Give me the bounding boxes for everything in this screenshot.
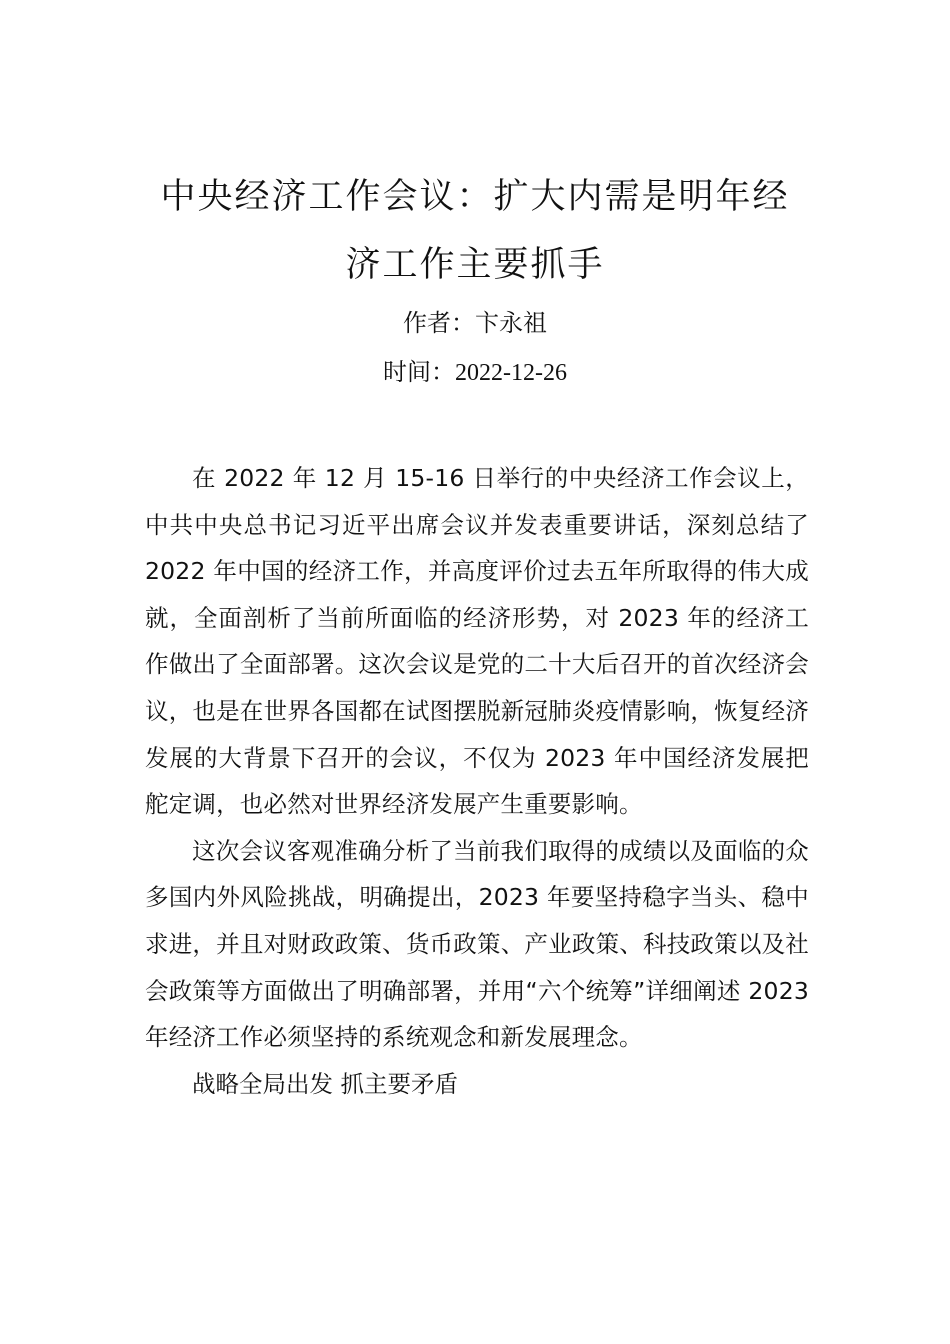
- author-line: [145, 309, 805, 338]
- date-value: 2022-12-26: [455, 360, 567, 386]
- section-subheading: 战略全局出发 抓主要矛盾: [192, 1069, 458, 1098]
- author-label: 作者：: [403, 309, 475, 337]
- document-title-line-2: 济工作主要抓手: [345, 245, 605, 285]
- author-name: 卞永祖: [475, 309, 547, 337]
- date-line: [145, 358, 805, 388]
- body-paragraph-1: 在 2022 年 12 月 15-16 日举行的中央经济工作会议上，中共中央总书记习近平出席会议并发表重要讲话，深刻总结了 2022 年中国的经济工作，并高度评价过去五年所取得的伟大成就，全面剖析了当前所面临的经济形势，对 2023 年的经济工作做出了全面部署。这次会议是党的二十大后召开的首次经济会议，也是在世界各国都在试图摆脱新冠肺炎疫情影响，恢复经济发展的大背景下召开的会议，不仅为 2023 年中国经济发展把舵定调，也必然对世界经济发展产生重要影响。: [145, 464, 809, 819]
- body-paragraph-2: 这次会议客观准确分析了当前我们取得的成绩以及面临的众多国内外风险挑战，明确提出，2023 年要坚持稳字当头、稳中求进，并且对财政政策、货币政策、产业政策、科技政策以及社会政策等方面做出了明确部署，并用“六个统筹”详细阐述 2023 年经济工作必须坚持的系统观念和新发展理念。: [145, 836, 809, 1052]
- date-label: 时间：: [383, 358, 455, 386]
- document-title-line-1: 中央经济工作会议：扩大内需是明年经: [160, 177, 790, 217]
- document-body: [145, 455, 809, 1107]
